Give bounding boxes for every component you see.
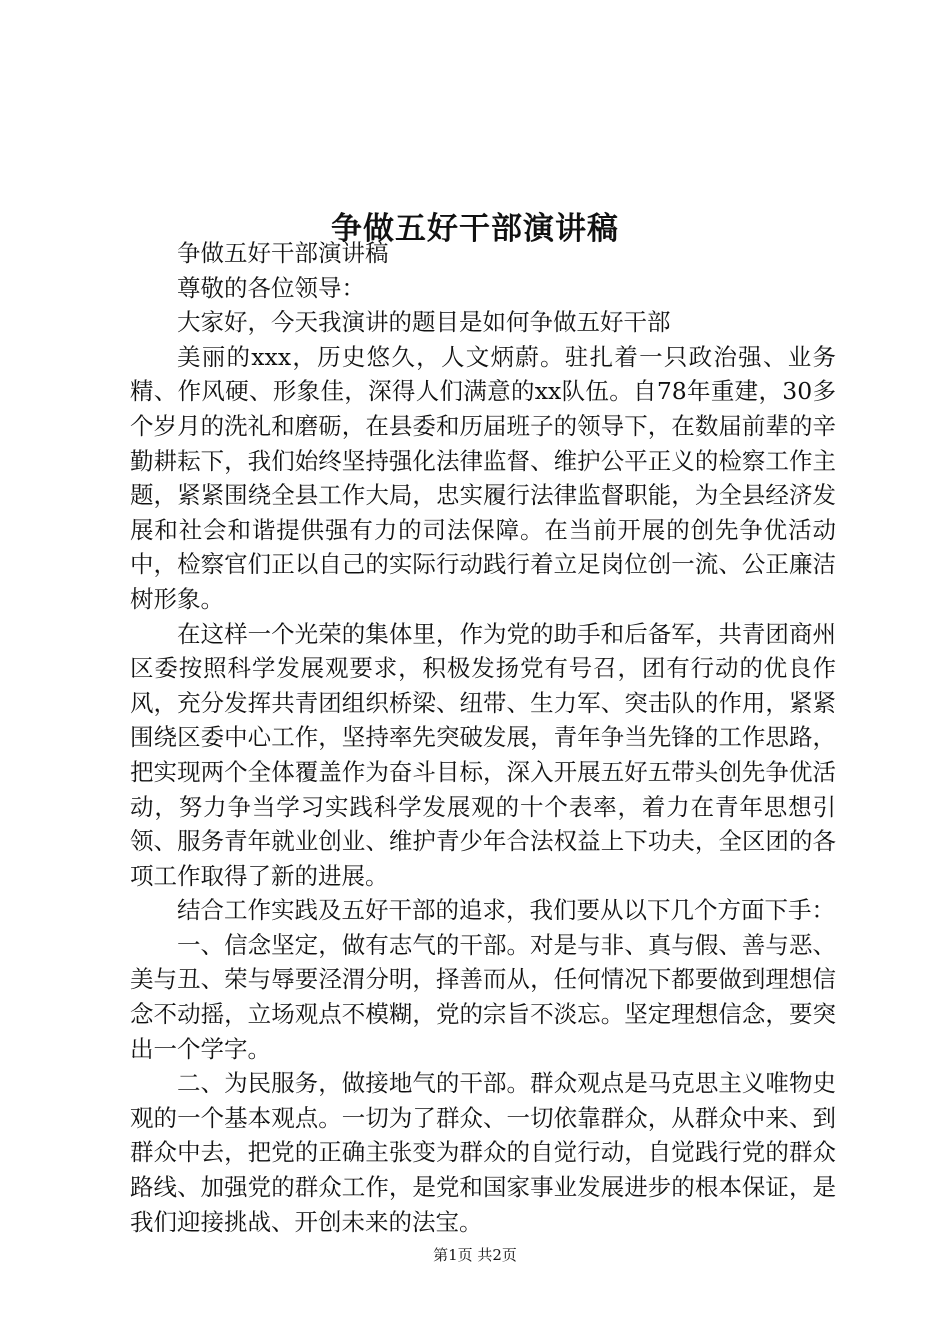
- paragraph-heading-repeat: 争做五好干部演讲稿: [177, 239, 389, 267]
- paragraph-aspects: 结合工作实践及五好干部的追求，我们要从以下几个方面下手：: [177, 896, 835, 925]
- paragraph-intro: 美丽的xxx，历史悠久，人文炳蔚。驻扎着一只政治强、业务精、作风硬、形象佳，深得人们满意的xx队伍。自78年重建，30多个岁月的洗礼和磨砺，在县委和历届班子的领导下，在数届前辈的辛勤耕耘下，我们始终坚持强化法律监督、维护公平正义的检察工作主题，紧紧围绕全县工作大局，忠实履行法律监督职能，为全县经济发展和社会和谐提供强有力的司法保障。在当前开展的创先争优活动中，检察官们正以自己的实际行动践行着立足岗位创一流、公正廉洁树形象。: [130, 342, 836, 613]
- paragraph-point-one: 一、信念坚定，做有志气的干部。对是与非、真与假、善与恶、美与丑、荣与辱要泾渭分明，择善而从，任何情况下都要做到理想信念不动摇，立场观点不模糊，党的宗旨不淡忘。坚定理想信念，要突出一个学字。: [130, 930, 836, 1063]
- paragraph-youth-league: 在这样一个光荣的集体里，作为党的助手和后备军，共青团商州区委按照科学发展观要求，积极发扬党有号召，团有行动的优良作风，充分发挥共青团组织桥梁、纽带、生力军、突击队的作用，紧紧围绕区委中心工作，坚持率先突破发展，青年争当先锋的工作思路，把实现两个全体覆盖作为奋斗目标，深入开展五好五带头创先争优活动，努力争当学习实践科学发展观的十个表率，着力在青年思想引领、服务青年就业创业、维护青少年合法权益上下功夫，全区团的各项工作取得了新的进展。: [130, 619, 836, 890]
- paragraph-greeting: 大家好，今天我演讲的题目是如何争做五好干部: [177, 308, 671, 337]
- paragraph-salutation: 尊敬的各位领导：: [177, 273, 365, 302]
- document-body: [130, 236, 836, 1239]
- page-footer: 第1页 共2页: [433, 1246, 517, 1264]
- document-title: 争做五好干部演讲稿: [331, 210, 619, 247]
- paragraph-point-two: 二、为民服务，做接地气的干部。群众观点是马克思主义唯物史观的一个基本观点。一切为了群众、一切依靠群众，从群众中来、到群众中去，把党的正确主张变为群众的自觉行动，自觉践行党的群众路线、加强党的群众工作，是党和国家事业发展进步的根本保证，是我们迎接挑战、开创未来的法宝。: [130, 1069, 836, 1236]
